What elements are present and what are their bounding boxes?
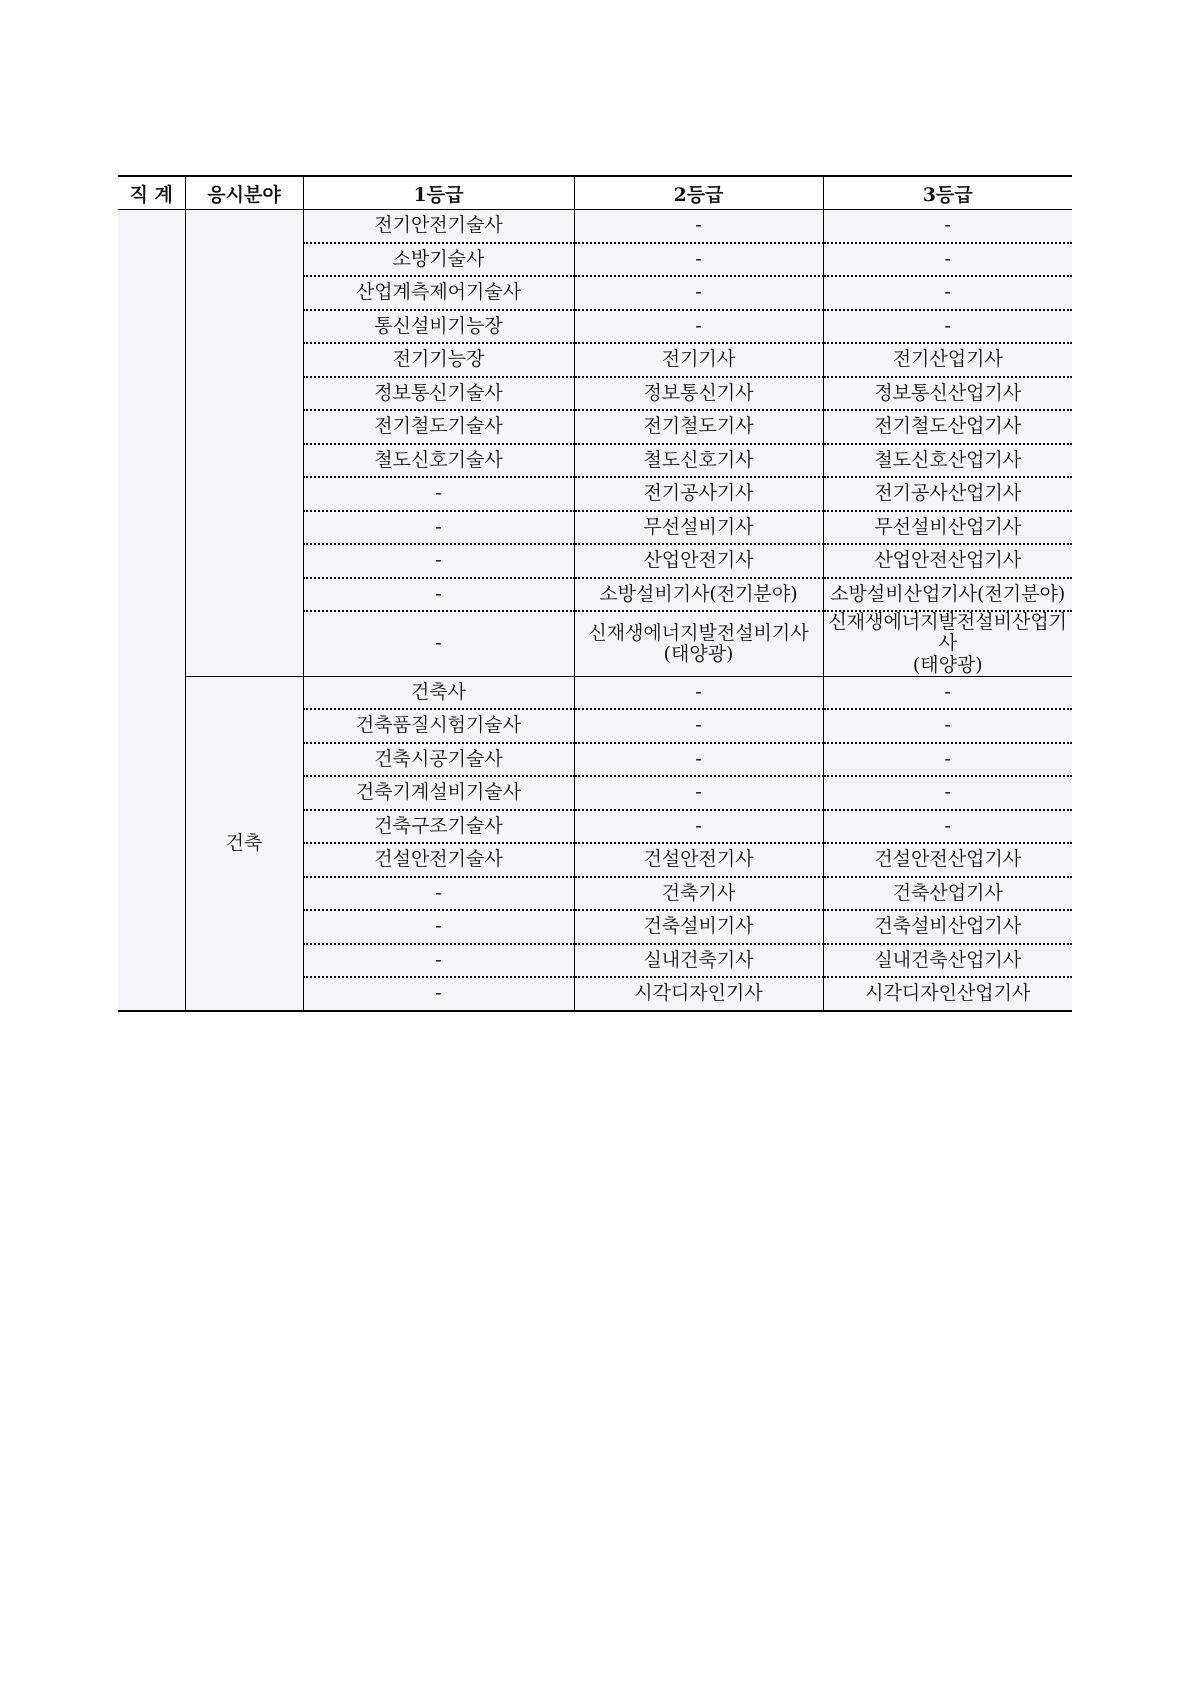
- table-body: [118, 210, 1072, 1011]
- header-job-category: 직 계: [118, 176, 185, 210]
- grade-2-cell: -: [574, 743, 823, 777]
- grade-2-cell: -: [574, 776, 823, 810]
- grade-3-cell: 전기철도산업기사: [823, 410, 1072, 444]
- grade-1-cell: 건설안전기술사: [303, 843, 574, 877]
- grade-1-cell: -: [303, 544, 574, 578]
- qualification-table: [118, 175, 1072, 1012]
- grade-3-cell: -: [823, 709, 1072, 743]
- grade-1-cell: 건축구조기술사: [303, 810, 574, 844]
- grade-3-cell: 전기산업기사: [823, 343, 1072, 377]
- grade-3-cell: 전기공사산업기사: [823, 477, 1072, 511]
- grade-3-cell: 소방설비산업기사(전기분야): [823, 578, 1072, 612]
- grade-3-cell: 철도신호산업기사: [823, 444, 1072, 478]
- grade-1-cell: 전기철도기술사: [303, 410, 574, 444]
- grade-1-cell: 전기기능장: [303, 343, 574, 377]
- grade-2-cell: 무선설비기사: [574, 511, 823, 545]
- grade-1-cell: -: [303, 477, 574, 511]
- grade-1-cell: 정보통신기술사: [303, 377, 574, 411]
- grade-2-cell: -: [574, 810, 823, 844]
- header-grade-2: 2등급: [574, 176, 823, 210]
- grade-2-cell: -: [574, 276, 823, 310]
- grade-3-cell: 산업안전산업기사: [823, 544, 1072, 578]
- grade-1-cell: 철도신호기술사: [303, 444, 574, 478]
- grade-1-cell: -: [303, 611, 574, 676]
- grade-1-cell: -: [303, 877, 574, 911]
- job-category-cell: [118, 210, 185, 1011]
- grade-3-cell: -: [823, 810, 1072, 844]
- header-grade-1: 1등급: [303, 176, 574, 210]
- grade-2-cell: 건축기사: [574, 877, 823, 911]
- grade-3-cell: -: [823, 210, 1072, 243]
- grade-2-cell: 신재생에너지발전설비기사 (태양광): [574, 611, 823, 676]
- grade-2-cell: 전기공사기사: [574, 477, 823, 511]
- grade-3-cell: 정보통신산업기사: [823, 377, 1072, 411]
- grade-1-cell: 건축기계설비기술사: [303, 776, 574, 810]
- grade-1-cell: 소방기술사: [303, 243, 574, 277]
- grade-2-cell: 철도신호기사: [574, 444, 823, 478]
- grade-2-cell: 정보통신기사: [574, 377, 823, 411]
- grade-1-cell: -: [303, 944, 574, 978]
- grade-1-cell: 전기안전기술사: [303, 210, 574, 243]
- grade-2-cell: -: [574, 709, 823, 743]
- field-cell: [185, 210, 303, 677]
- grade-2-cell: 전기기사: [574, 343, 823, 377]
- grade-1-cell: 산업계측제어기술사: [303, 276, 574, 310]
- grade-3-cell: -: [823, 676, 1072, 709]
- grade-1-cell: 건축사: [303, 676, 574, 709]
- grade-3-cell: -: [823, 310, 1072, 344]
- grade-1-cell: -: [303, 511, 574, 545]
- grade-3-cell: -: [823, 776, 1072, 810]
- grade-3-cell: 건축산업기사: [823, 877, 1072, 911]
- grade-2-cell: 실내건축기사: [574, 944, 823, 978]
- table-row: [118, 676, 1072, 709]
- grade-2-cell: -: [574, 210, 823, 243]
- grade-3-cell: 시각디자인산업기사: [823, 977, 1072, 1011]
- grade-2-cell: 시각디자인기사: [574, 977, 823, 1011]
- table-row: [118, 210, 1072, 243]
- grade-3-cell: 실내건축산업기사: [823, 944, 1072, 978]
- grade-2-cell: 산업안전기사: [574, 544, 823, 578]
- grade-1-cell: 건축품질시험기술사: [303, 709, 574, 743]
- grade-1-cell: 통신설비기능장: [303, 310, 574, 344]
- grade-3-cell: 건설안전산업기사: [823, 843, 1072, 877]
- grade-3-cell: -: [823, 243, 1072, 277]
- grade-3-cell: 무선설비산업기사: [823, 511, 1072, 545]
- grade-2-cell: -: [574, 310, 823, 344]
- header-field: 응시분야: [185, 176, 303, 210]
- grade-3-cell: -: [823, 743, 1072, 777]
- grade-3-cell: -: [823, 276, 1072, 310]
- grade-2-cell: 건설안전기사: [574, 843, 823, 877]
- grade-3-cell: 건축설비산업기사: [823, 910, 1072, 944]
- grade-2-cell: 소방설비기사(전기분야): [574, 578, 823, 612]
- grade-1-cell: -: [303, 977, 574, 1011]
- header-grade-3: 3등급: [823, 176, 1072, 210]
- grade-1-cell: 건축시공기술사: [303, 743, 574, 777]
- grade-1-cell: -: [303, 578, 574, 612]
- header-row: [118, 176, 1072, 210]
- grade-3-cell: 신재생에너지발전설비산업기사 (태양광): [823, 611, 1072, 676]
- grade-2-cell: -: [574, 676, 823, 709]
- grade-2-cell: 건축설비기사: [574, 910, 823, 944]
- grade-2-cell: -: [574, 243, 823, 277]
- grade-2-cell: 전기철도기사: [574, 410, 823, 444]
- field-cell: 건축: [185, 676, 303, 1011]
- grade-1-cell: -: [303, 910, 574, 944]
